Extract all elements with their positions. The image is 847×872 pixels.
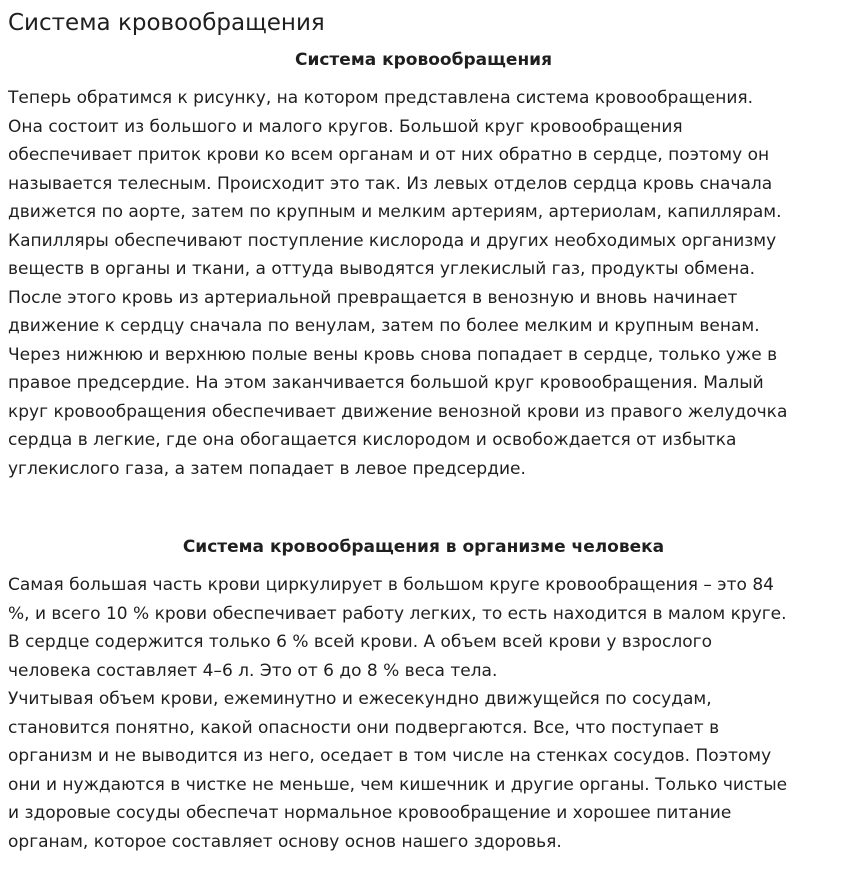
paragraph-circulation-circles: Теперь обратимся к рисунку, на котором представлена система кровообращения. Она состоит из большого и малого кругов. Большой круг кровообращения обеспечивает приток крови ко всем органам и от них обратно в сердце, поэтому он называется телесным. Происходит это так. Из левых отделов сердца кровь сначала движется по аорте, затем по крупным и мелким артериям, артериолам, капиллярам. Капилляры обеспечивают поступление кислорода и других необходимых организму веществ в органы и ткани, а оттуда выводятся углекислый газ, продукты обмена. После этого кровь из артериальной превращается в венозную и вновь начинает движение к сердцу сначала по венулам, затем по более мелким и крупным венам. Через нижнюю и верхнюю полые вены кровь снова попадает в сердце, только уже в правое предсердие. На этом заканчивается большой круг кровообращения. Малый круг кровообращения обеспечивает движение венозной крови из правого желудочка сердца в легкие, где она обогащается кислородом и освобождается от избытка углекислого газа, а затем попадает в левое предсердие. [8,88,788,479]
section-heading-circulatory-system: Система кровообращения [294,50,553,70]
section-heading-human-circulation: Система кровообращения в организме человека [182,537,665,557]
paragraph-blood-distribution: Самая большая часть крови циркулирует в большом круге кровообращения – это 84 %, и всего 10 % крови обеспечивает работу легких, то есть находится в малом круге. В сердце содержится только 6 % всей крови. А объем всей крови у взрослого человека составляет 4–6 л. Это от 6 до 8 % веса тела. Учитывая объем крови, ежеминутно и ежесекундно движущейся по сосудам, становится понятно, какой опасности они подвергаются. Все, что поступает в организм и не выводится из него, оседает в том числе на стенках сосудов. Поэтому они и нуждаются в чистке не меньше, чем кишечник и другие органы. Только чистые и здоровые сосуды обеспечат нормальное кровообращение и хорошее питание органам, которое составляет основу основ нашего здоровья. [8,575,788,852]
page-title: Система кровообращения [8,10,325,36]
